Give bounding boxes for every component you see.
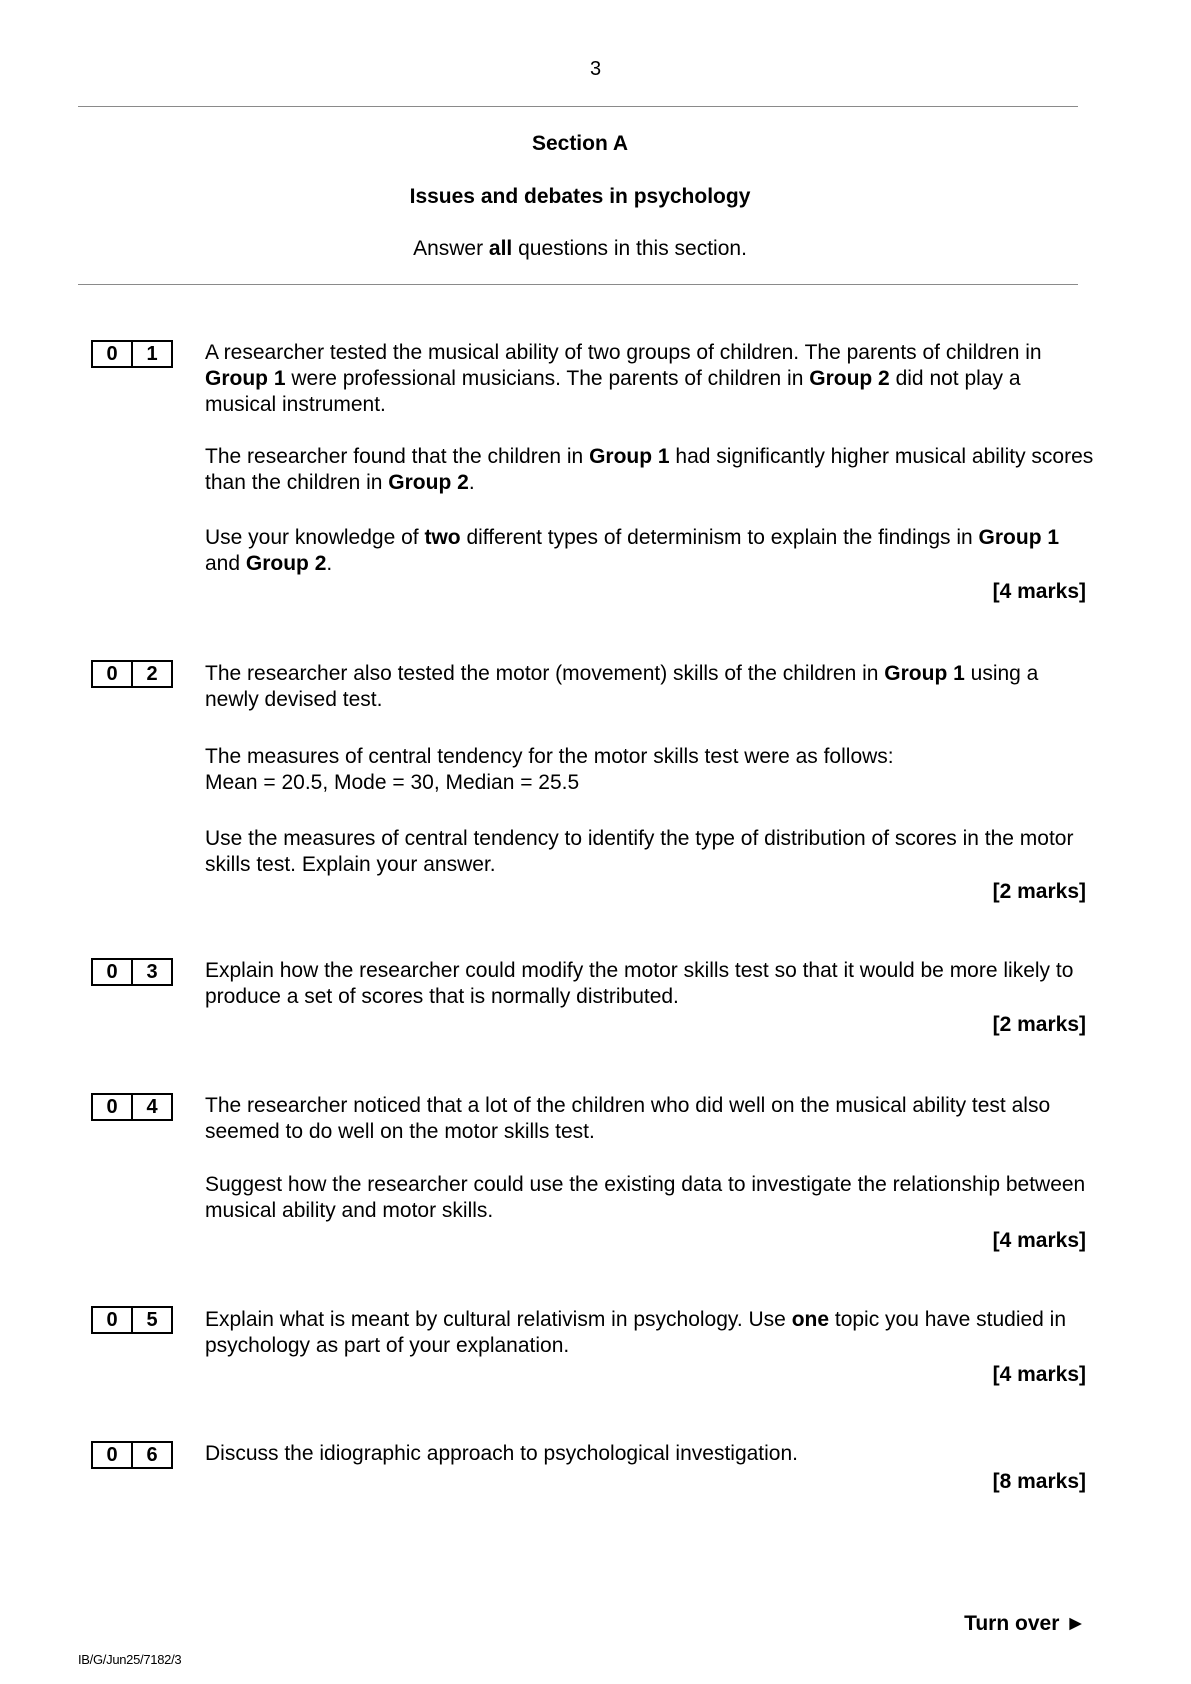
question-digit: 3 xyxy=(133,958,173,986)
question-digit: 6 xyxy=(133,1441,173,1469)
q02-paragraph-3: Use the measures of central tendency to identify the type of distribution of scores in the motor skills test. Explain your answer. xyxy=(205,827,1074,876)
q03-marks: [2 marks] xyxy=(992,1013,1086,1036)
question-digit: 0 xyxy=(91,1306,133,1334)
q02-paragraph-2: The measures of central tendency for the motor skills test were as follows: Mean = 20.5, Mode = 30, Median = 25.5 xyxy=(205,745,894,794)
section-subtitle: Issues and debates in psychology xyxy=(409,185,751,208)
question-digit: 0 xyxy=(91,958,133,986)
section-instruction: Answer all questions in this section. xyxy=(413,237,747,260)
section-title: Section A xyxy=(531,132,629,155)
q01-paragraph-1: A researcher tested the musical ability of two groups of children. The parents of children in Group 1 were professional musicians. The parents of children in Group 2 did not play a musical instrument. xyxy=(205,341,1042,416)
q06-paragraph-1: Discuss the idiographic approach to psychological investigation. xyxy=(205,1442,799,1465)
page-number: 3 xyxy=(589,58,602,80)
q03-paragraph-1: Explain how the researcher could modify the motor skills test so that it would be more likely to produce a set of scores that is normally distributed. xyxy=(205,959,1074,1008)
q06-marks: [8 marks] xyxy=(992,1470,1086,1493)
question-digit: 2 xyxy=(133,660,173,688)
question-digit: 0 xyxy=(91,1093,133,1121)
q01-marks: [4 marks] xyxy=(992,580,1086,603)
question-number-box-05 xyxy=(91,1306,173,1332)
q01-paragraph-3: Use your knowledge of two different types of determinism to explain the findings in Group 1 and Group 2. xyxy=(205,526,1060,575)
q04-paragraph-1: The researcher noticed that a lot of the children who did well on the musical ability test also seemed to do well on the motor skills test. xyxy=(205,1094,1051,1143)
question-digit: 5 xyxy=(133,1306,173,1334)
turn-over-label: Turn over ► xyxy=(964,1612,1086,1635)
question-digit: 0 xyxy=(91,340,133,368)
header-top-rule xyxy=(78,106,1078,107)
q05-paragraph-1: Explain what is meant by cultural relativism in psychology. Use one topic you have studied in psychology as part of your explanation. xyxy=(205,1308,1067,1357)
q04-marks: [4 marks] xyxy=(992,1229,1086,1252)
q05-marks: [4 marks] xyxy=(992,1363,1086,1386)
question-number-box-04 xyxy=(91,1093,173,1119)
question-number-box-03 xyxy=(91,958,173,984)
q01-paragraph-2: The researcher found that the children in Group 1 had significantly higher musical ability scores than the children in Group 2. xyxy=(205,445,1094,494)
header-bottom-rule xyxy=(78,284,1078,285)
question-digit: 0 xyxy=(91,1441,133,1469)
q02-paragraph-1: The researcher also tested the motor (movement) skills of the children in Group 1 using a newly devised test. xyxy=(205,662,1039,711)
footer-code: IB/G/Jun25/7182/3 xyxy=(78,1652,182,1667)
question-number-box-06 xyxy=(91,1441,173,1467)
question-number-box-02 xyxy=(91,660,173,686)
question-digit: 4 xyxy=(133,1093,173,1121)
q02-marks: [2 marks] xyxy=(992,880,1086,903)
question-number-box-01 xyxy=(91,340,173,366)
question-digit: 1 xyxy=(133,340,173,368)
q04-paragraph-2: Suggest how the researcher could use the existing data to investigate the relationship between musical ability and motor skills. xyxy=(205,1173,1086,1222)
question-digit: 0 xyxy=(91,660,133,688)
